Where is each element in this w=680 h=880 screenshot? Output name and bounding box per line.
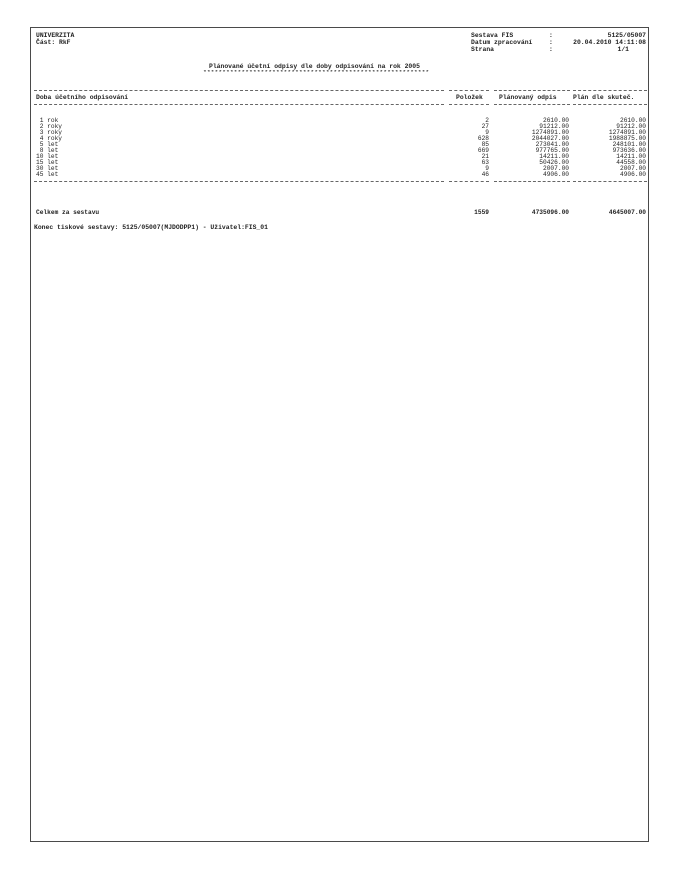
total-items: 1559 xyxy=(474,209,489,216)
total-actual: 4645007.00 xyxy=(608,209,646,216)
col-items-header: Položek xyxy=(456,94,483,101)
report-footer: Konec tiskové sestavy: 5125/05007(MJDODPP1) - Uživatel:FIS_01 xyxy=(34,224,268,231)
row-items: 85 xyxy=(481,141,489,148)
row-planned: 2044027.00 xyxy=(531,135,569,142)
org-name: UNIVERZITA xyxy=(36,32,75,39)
row-period: 1 rok xyxy=(36,117,59,124)
row-actual: 973636.00 xyxy=(612,147,646,154)
row-planned: 1274891.00 xyxy=(531,129,569,136)
row-period: 45 let xyxy=(36,171,59,178)
dept-name: Část: RkF xyxy=(36,39,71,46)
row-planned: 2610.00 xyxy=(543,117,569,124)
row-planned: 977765.00 xyxy=(535,147,569,154)
header-rule-top xyxy=(449,90,489,91)
page-sep: : xyxy=(549,46,553,53)
row-planned: 50426.00 xyxy=(539,159,569,166)
row-actual: 1988875.00 xyxy=(608,135,646,142)
page-number: 1/1 xyxy=(617,46,629,53)
table-row xyxy=(31,172,650,178)
row-items: 2 xyxy=(485,117,489,124)
header-rule-bottom xyxy=(573,104,647,105)
row-period: 8 let xyxy=(36,147,59,154)
header-rule-top xyxy=(34,90,444,91)
report-label: Sestava FIS xyxy=(471,32,514,39)
row-period: 15 let xyxy=(36,159,59,166)
header-rule-bottom xyxy=(494,104,570,105)
col-period-header: Doba účetního odpisování xyxy=(36,94,129,101)
table-rule-bottom xyxy=(449,181,489,182)
col-planned-header: Plánovaný odpis xyxy=(499,94,557,101)
total-label: Celkem za sestavu xyxy=(36,209,100,216)
total-planned: 4735096.00 xyxy=(531,209,569,216)
header-rule-top xyxy=(573,90,647,91)
row-actual: 44558.00 xyxy=(616,159,646,166)
header-rule-bottom xyxy=(34,104,444,105)
row-period: 5 let xyxy=(36,141,59,148)
row-planned: 273041.00 xyxy=(535,141,569,148)
report-sep: : xyxy=(549,32,553,39)
title-underline: *********************************************************** xyxy=(203,70,430,75)
row-items: 46 xyxy=(481,171,489,178)
row-items: 9 xyxy=(485,129,489,136)
row-period: 30 let xyxy=(36,165,59,172)
report-page xyxy=(30,27,649,842)
row-planned: 2007.00 xyxy=(543,165,569,172)
row-period: 10 let xyxy=(36,153,59,160)
report-title: Plánované účetní odpisy dle doby odpisování na rok 2005 xyxy=(209,63,420,70)
page-label: Strana xyxy=(471,46,495,53)
total-row xyxy=(31,210,650,216)
row-actual: 2610.00 xyxy=(620,117,646,124)
date-sep: : xyxy=(549,39,553,46)
row-actual: 1274891.00 xyxy=(608,129,646,136)
row-planned: 4906.00 xyxy=(543,171,569,178)
row-actual: 2007.00 xyxy=(620,165,646,172)
table-rule-bottom xyxy=(573,181,647,182)
processing-date: 20.04.2010 14:11:08 xyxy=(573,39,646,46)
report-number: 5125/05007 xyxy=(607,32,646,39)
row-actual: 248101.00 xyxy=(612,141,646,148)
row-items: 628 xyxy=(477,135,489,142)
table-rule-bottom xyxy=(494,181,570,182)
header-rule-top xyxy=(494,90,570,91)
row-actual: 91212.00 xyxy=(616,123,646,130)
row-items: 21 xyxy=(481,153,489,160)
row-items: 63 xyxy=(481,159,489,166)
row-items: 27 xyxy=(481,123,489,130)
date-label: Datum zpracování xyxy=(471,39,533,46)
row-planned: 14211.00 xyxy=(539,153,569,160)
row-items: 9 xyxy=(485,165,489,172)
row-actual: 4906.00 xyxy=(620,171,646,178)
row-period: 4 roky xyxy=(36,135,62,142)
row-planned: 91212.00 xyxy=(539,123,569,130)
row-period: 2 roky xyxy=(36,123,62,130)
row-items: 669 xyxy=(477,147,489,154)
row-actual: 14211.00 xyxy=(616,153,646,160)
col-actual-header: Plán dle skuteč. xyxy=(573,94,635,101)
table-rule-bottom xyxy=(34,181,444,182)
header-rule-bottom xyxy=(449,104,489,105)
row-period: 3 roky xyxy=(36,129,62,136)
